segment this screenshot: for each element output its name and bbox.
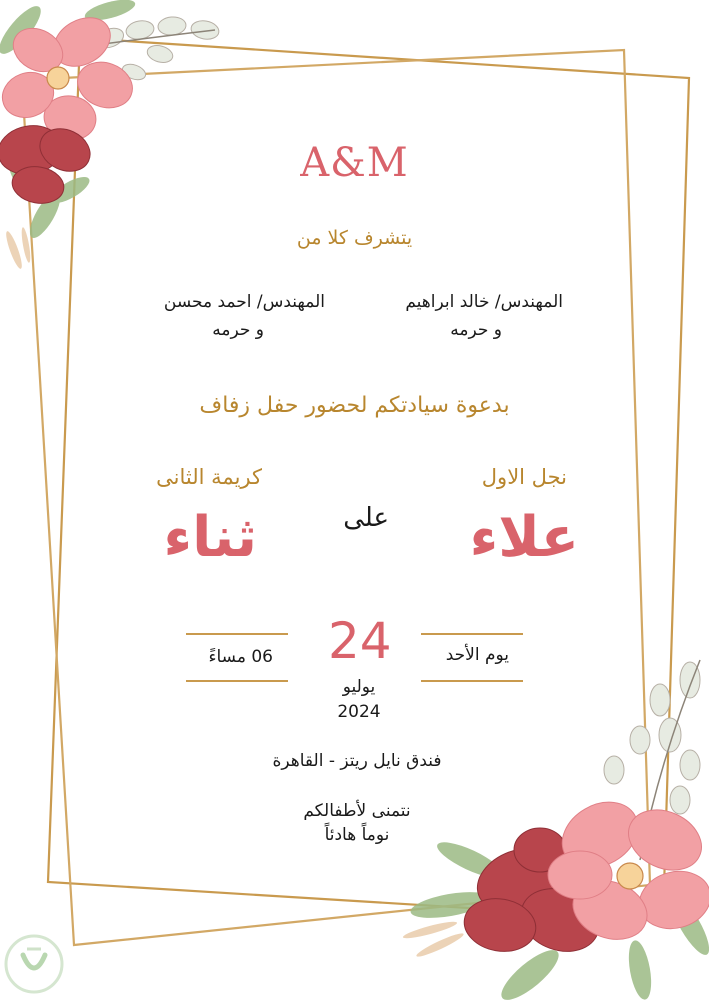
time-line-top [186, 633, 288, 635]
year-text: 2024 [337, 702, 381, 722]
venue-text: فندق نايل ريتز - القاهرة [272, 751, 442, 771]
connector-word: على [343, 503, 389, 533]
bride-relation: كريمة الثانى [156, 465, 262, 489]
bride-father-name: المهندس/ احمد محسن [163, 292, 325, 312]
day-number: 24 [328, 612, 392, 670]
honor-line: يتشرف كلا من [296, 227, 413, 249]
time-line-bottom [186, 680, 288, 682]
bride-father-spouse: و حرمه [212, 320, 264, 340]
groom-relation: نجل الاول [481, 465, 567, 489]
month-text: يوليو [342, 677, 376, 697]
groom-name: علاء [469, 505, 579, 570]
groom-father-name: المهندس/ خالد ابراهيم [405, 292, 563, 312]
monogram: A&M [300, 140, 409, 186]
invitation-line: بدعوة سيادتكم لحضور حفل زفاف [199, 393, 510, 418]
wish-line-1: نتمنى لأطفالكم [303, 801, 411, 821]
weekday-text: يوم الأحد [445, 645, 509, 665]
groom-father-spouse: و حرمه [450, 320, 502, 340]
bride-name: ثناء [163, 505, 257, 570]
wish-line-2: نوماً هادئاً [324, 825, 390, 845]
time-text: 06 مساءً [208, 647, 273, 667]
weekday-line-bottom [421, 680, 523, 682]
weekday-line-top [421, 633, 523, 635]
watermark-logo [3, 933, 65, 995]
